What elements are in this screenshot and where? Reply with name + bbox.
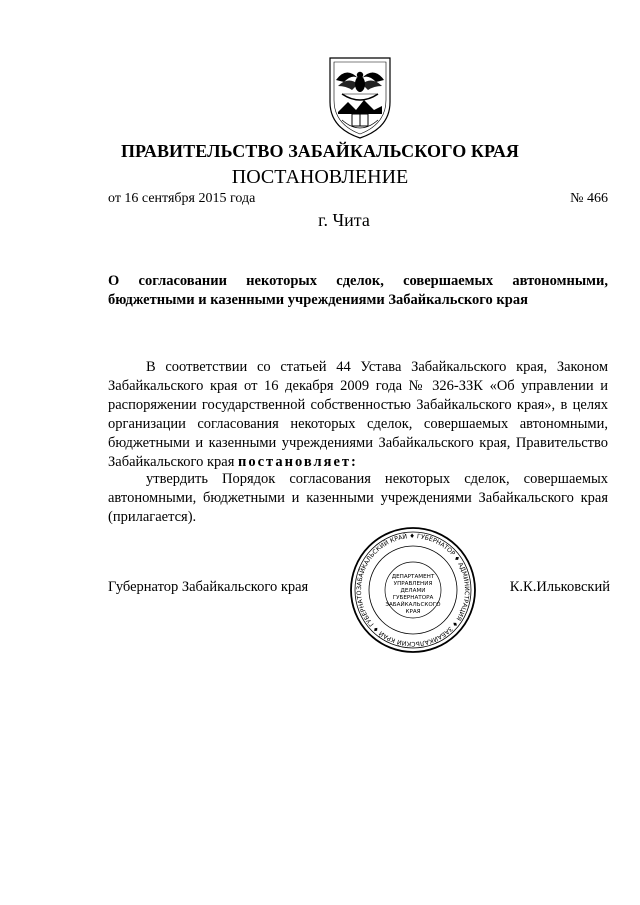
body-paragraph-1 (108, 358, 608, 472)
document-subject: О согласовании некоторых сделок, совершаемых автономными, бюджетными и казенными учреждениями Забайкальского края (108, 273, 608, 308)
svg-text:ДЕЛАМИ: ДЕЛАМИ (400, 588, 426, 594)
document-date: от 16 сентября 2015 года (108, 191, 256, 206)
svg-text:ЗАБАЙКАЛЬСКОГО: ЗАБАЙКАЛЬСКОГО (385, 602, 441, 608)
signatory-name: К.К.Ильковский (509, 579, 610, 595)
svg-text:ДЕПАРТАМЕНТ: ДЕПАРТАМЕНТ (391, 574, 435, 580)
document-number: № 466 (570, 191, 608, 206)
body-paragraph-1-text: В соответствии со статьей 44 Устава Забайкальского края, Законом Забайкальского края от 16 декабря 2009 года № 326-ЗЗК «Об управлении и распоряжении государственной собственностью Забайкальского края», в целях организации согласования некоторых сделок, совершаемых автономными, бюджетными и казенными учреждениями Забайкальского края, Правительство Забайкальского края (108, 359, 608, 470)
document-type: ПОСТАНОВЛЕНИЕ (231, 166, 409, 188)
svg-text:ГУБЕРНАТОРА: ГУБЕРНАТОРА (392, 595, 434, 601)
signatory-title: Губернатор Забайкальского края (108, 579, 309, 595)
government-title: ПРАВИТЕЛЬСТВО ЗАБАЙКАЛЬСКОГО КРАЯ (120, 141, 520, 161)
svg-text:УПРАВЛЕНИЯ: УПРАВЛЕНИЯ (393, 581, 433, 587)
official-round-seal (348, 525, 478, 655)
svg-text:КРАЯ: КРАЯ (405, 609, 421, 615)
body-paragraph-2: утвердить Порядок согласования некоторых сделок, совершаемых автономными, бюджетными и казенными учреждениями Забайкальского края (прилагается). (108, 471, 608, 525)
svg-text:ЗАБАЙКАЛЬСКИЙ КРАЙ ♦ ГУБЕРНАТО: ЗАБАЙКАЛЬСКИЙ КРАЙ ♦ ГУБЕРНАТОР ♦ АДМИНИСТРАЦИЯ ♦ ЗАБАЙКАЛЬСКИЙ КРАЙ ♦ ГУБЕРНАТО (355, 532, 471, 648)
document-city: г. Чита (318, 210, 370, 230)
resolves-keyword: постановляет: (238, 454, 358, 470)
coat-of-arms-emblem (322, 50, 398, 140)
